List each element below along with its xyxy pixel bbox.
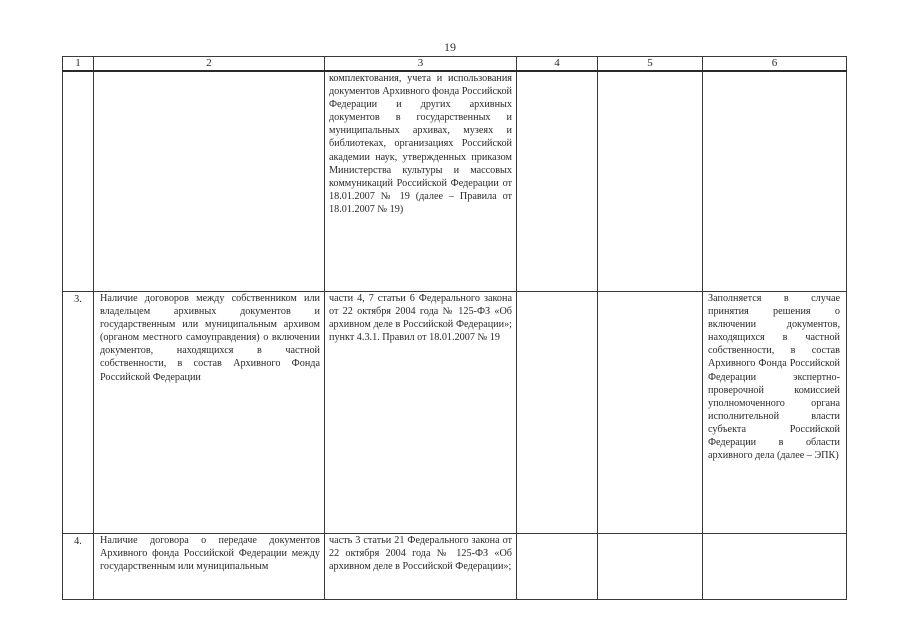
note-cell [703,534,847,600]
column-header: 1 [63,57,94,72]
column-header: 5 [598,57,703,72]
page-number: 19 [444,40,456,54]
table-cell [517,292,598,534]
table-header-row [63,57,847,72]
column-header: 6 [703,57,847,72]
note-cell [703,71,847,292]
table-cell [598,292,703,534]
column-header: 3 [325,57,517,72]
requirement-cell: Наличие договора о передаче документов Архивного фонда Российской Федерации между государственным или муниципальным [94,534,325,600]
requirements-table [62,56,847,600]
column-header: 4 [517,57,598,72]
table-row [63,71,847,292]
table-cell [517,534,598,600]
table-row [63,292,847,534]
table-cell [598,534,703,600]
row-number: 3. [63,292,94,534]
note-cell: Заполняется в случае принятия решения о включении документов, находящихся в частной собственности, в состав Архивного Фонда Российской Федерации экспертно-проверочной комиссией уполномоченного органа исполнительной власти субъекта Российской Федерации в области архивного дела (далее – ЭПК) [703,292,847,534]
legal-basis-cell: комплектования, учета и использования документов Архивного фонда Российской Федерации и других архивных документов в государственных и муниципальных архивах, музеях и библиотеках, организациях Российской академии наук, утвержденных приказом Министерства культуры и массовых коммуникаций Российской Федерации от 18.01.2007 № 19 (далее – Правила от 18.01.2007 № 19) [325,71,517,292]
requirement-cell [94,71,325,292]
table-cell [598,71,703,292]
row-number [63,71,94,292]
requirement-cell: Наличие договоров между собственником или владельцем архивных документов и государственным или муниципальным архивом (органом местного самоуправдения) о включении документов, находящихся в частной собственности, в состав Архивного Фонда Российской Федерации [94,292,325,534]
table-row [63,534,847,600]
column-header: 2 [94,57,325,72]
row-number: 4. [63,534,94,600]
legal-basis-cell: часть 3 статьи 21 Федерального закона от 22 октября 2004 года № 125-ФЗ «Об архивном деле в Российской Федерации»; [325,534,517,600]
legal-basis-cell: части 4, 7 статьи 6 Федерального закона от 22 октября 2004 года № 125-ФЗ «Об архивном деле в Российской Федерации»; пункт 4.3.1. Правил от 18.01.2007 № 19 [325,292,517,534]
table-cell [517,71,598,292]
